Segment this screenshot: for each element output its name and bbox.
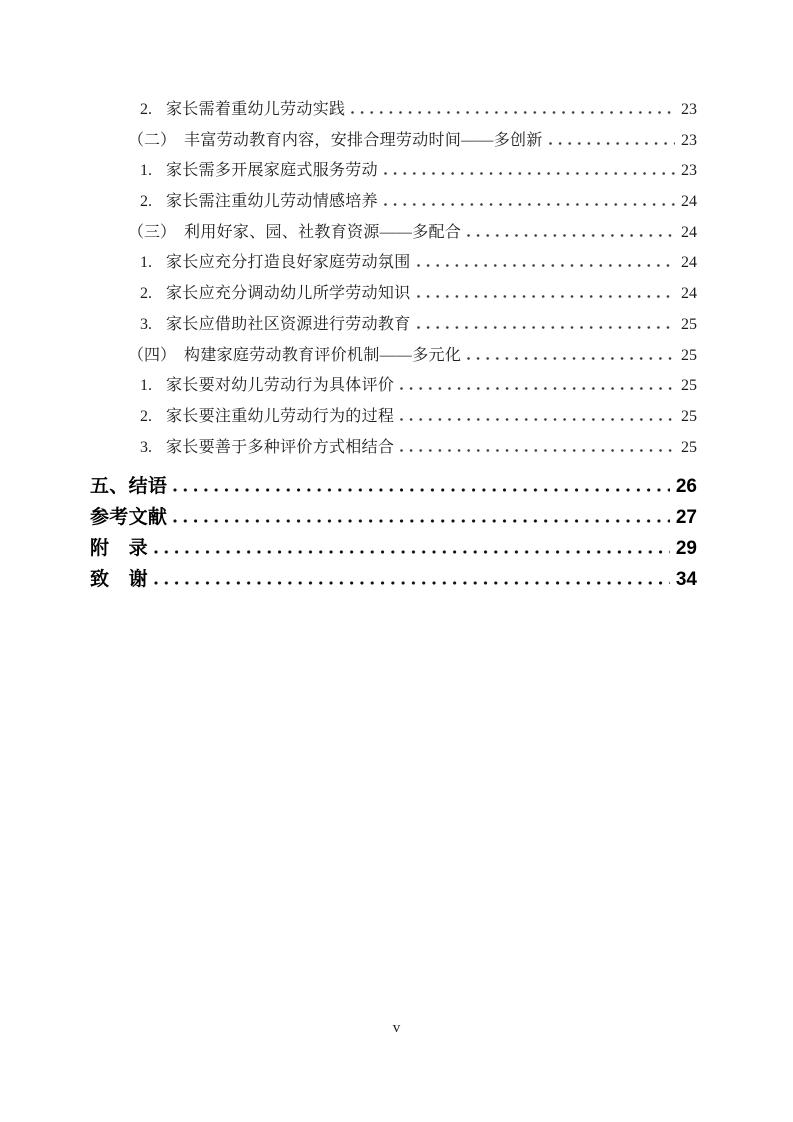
- toc-entry-title: 家长应充分调动幼儿所学劳动知识: [166, 285, 411, 303]
- toc-entry-page: 24: [681, 193, 697, 211]
- toc-entry-title: 丰富劳动教育内容，安排合理劳动时间——多创新: [184, 131, 543, 149]
- dot-leader: [549, 142, 675, 145]
- toc-entry-title: 家长要注重幼儿劳动行为的过程: [166, 407, 395, 425]
- toc-entry-title: 家长需着重幼儿劳动实践: [166, 101, 346, 118]
- dot-leader: [400, 418, 675, 421]
- toc-entry: [90, 156, 697, 187]
- toc-entry-page: 25: [681, 438, 697, 456]
- toc-entry-page: 23: [681, 131, 697, 149]
- toc-entry-label: （三）: [128, 223, 177, 241]
- dot-leader: [417, 326, 675, 329]
- toc-entry-label: （二）: [128, 131, 177, 149]
- toc-entry: [90, 187, 697, 218]
- toc-entry-title: 五、结语: [90, 476, 168, 498]
- dot-leader: [467, 234, 675, 237]
- toc-entry-page: 29: [675, 538, 697, 560]
- toc-entry: [90, 279, 697, 310]
- toc-entry-page: 34: [675, 569, 697, 591]
- dot-leader: [384, 203, 675, 206]
- toc-entry-label: 2.: [140, 101, 152, 118]
- toc-entry-page: 25: [681, 377, 697, 395]
- toc-entry: [90, 371, 697, 402]
- toc-entry: [90, 433, 697, 464]
- toc-entry-page: 24: [681, 223, 697, 241]
- toc-entry-page: 23: [681, 101, 697, 118]
- toc-entry-label: 1.: [140, 162, 152, 180]
- toc-entry-page: 23: [681, 162, 697, 180]
- toc-entry-title: 构建家庭劳动教育评价机制——多元化: [184, 346, 462, 364]
- toc-entry-label: （四）: [128, 346, 177, 364]
- toc-entry-page: 25: [681, 346, 697, 364]
- footer-page-number: v: [392, 1020, 401, 1036]
- toc-entry-label: 3.: [140, 315, 152, 333]
- toc-entry: [90, 341, 697, 372]
- toc-entry-page: 27: [675, 507, 697, 529]
- toc-entry-title: 家长要善于多种评价方式相结合: [166, 438, 395, 456]
- toc-entry-page: 26: [675, 476, 697, 498]
- dot-leader: [173, 519, 670, 523]
- toc-entry-title: 家长应充分打造良好家庭劳动氛围: [166, 254, 411, 272]
- toc-entry: [90, 310, 697, 341]
- toc-entry: [90, 402, 697, 433]
- dot-leader: [173, 488, 670, 492]
- toc-entry-label: 1.: [140, 377, 152, 395]
- toc-entry-title: 致 谢: [90, 569, 148, 591]
- toc-entry: [90, 218, 697, 249]
- toc-entry-label: 3.: [140, 438, 152, 456]
- toc-entry-title: 家长应借助社区资源进行劳动教育: [166, 315, 411, 333]
- dot-leader: [417, 264, 675, 267]
- toc-entry-page: 24: [681, 285, 697, 303]
- toc-entry: [90, 126, 697, 157]
- dot-leader: [400, 387, 675, 390]
- toc-entry-label: 2.: [140, 285, 152, 303]
- dot-leader: [351, 111, 675, 114]
- dot-leader: [384, 172, 675, 175]
- table-of-contents: [90, 95, 697, 595]
- dot-leader: [154, 550, 670, 554]
- toc-entry-title: 家长要对幼儿劳动行为具体评价: [166, 377, 395, 395]
- toc-entry: [90, 564, 697, 595]
- dot-leader: [154, 581, 670, 585]
- toc-entry-label: 2.: [140, 193, 152, 211]
- toc-entry-title: 家长需多开展家庭式服务劳动: [166, 162, 378, 180]
- toc-entry: [90, 248, 697, 279]
- toc-entry-label: 2.: [140, 407, 152, 425]
- toc-entry-title: 附 录: [90, 538, 148, 560]
- dot-leader: [467, 357, 675, 360]
- toc-entry-page: 25: [681, 407, 697, 425]
- toc-entry-title: 参考文献: [90, 507, 168, 529]
- toc-entry-page: 25: [681, 315, 697, 333]
- toc-entry-label: 1.: [140, 254, 152, 272]
- toc-entry: [90, 502, 697, 533]
- dot-leader: [400, 449, 675, 452]
- toc-entry: [90, 533, 697, 564]
- toc-entry: [90, 95, 697, 126]
- toc-entry-page: 24: [681, 254, 697, 272]
- toc-entry-title: 利用好家、园、社教育资源——多配合: [184, 223, 462, 241]
- dot-leader: [417, 295, 675, 298]
- toc-entry-title: 家长需注重幼儿劳动情感培养: [166, 193, 378, 211]
- toc-entry: [90, 471, 697, 502]
